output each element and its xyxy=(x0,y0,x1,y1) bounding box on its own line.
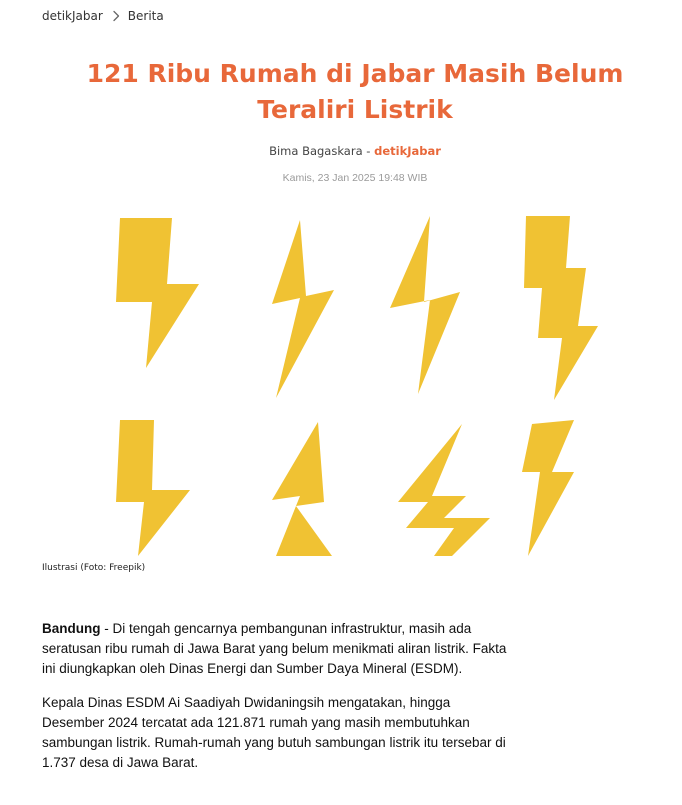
chevron-right-icon xyxy=(108,8,124,24)
lightning-bolt-icon xyxy=(390,216,460,394)
author-name: Bima Bagaskara xyxy=(269,144,363,158)
lightning-bolt-icon xyxy=(116,420,190,556)
breadcrumb-section-link[interactable]: Berita xyxy=(127,9,164,23)
article-byline xyxy=(60,144,650,158)
hero-image xyxy=(42,210,640,556)
lightning-bolt-icon xyxy=(116,218,199,368)
breadcrumb xyxy=(42,8,164,24)
paragraph-text: Kepala Dinas ESDM Ai Saadiyah Dwidaningsih mengatakan, hingga Desember 2024 tercatat ada 121.871 rumah yang masih membutuhkan sambungan listrik. Rumah-rumah yang butuh sambungan listrik itu tersebar di 1.737 desa di Jawa Barat. xyxy=(42,695,506,770)
lightning-bolt-icon xyxy=(272,422,332,556)
breadcrumb-site-link[interactable]: detikJabar xyxy=(42,9,103,23)
paragraph-text: - Di tengah gencarnya pembangunan infrastruktur, masih ada seratusan ribu rumah di Jawa Barat yang belum menikmati aliran listrik. Fakta ini diungkapkan oleh Dinas Energi dan Sumber Daya Mineral (ESDM). xyxy=(42,621,507,676)
byline-separator: - xyxy=(362,144,375,158)
article-title: 121 Ribu Rumah di Jabar Masih Belum Teraliri Listrik xyxy=(86,59,624,124)
lightning-bolt-icon xyxy=(522,420,574,556)
article-paragraph xyxy=(42,693,512,773)
lightning-bolt-icon xyxy=(272,220,334,398)
lightning-bolt-icon xyxy=(398,424,490,556)
image-caption: Ilustrasi (Foto: Freepik) xyxy=(42,563,146,573)
article-paragraph xyxy=(42,619,512,679)
outlet-link[interactable]: detikJabar xyxy=(374,144,441,158)
article-body xyxy=(42,619,512,787)
publish-date: Kamis, 23 Jan 2025 19:48 WIB xyxy=(282,172,428,184)
dateline: Bandung xyxy=(42,621,101,636)
lightning-bolt-icon xyxy=(524,216,598,400)
